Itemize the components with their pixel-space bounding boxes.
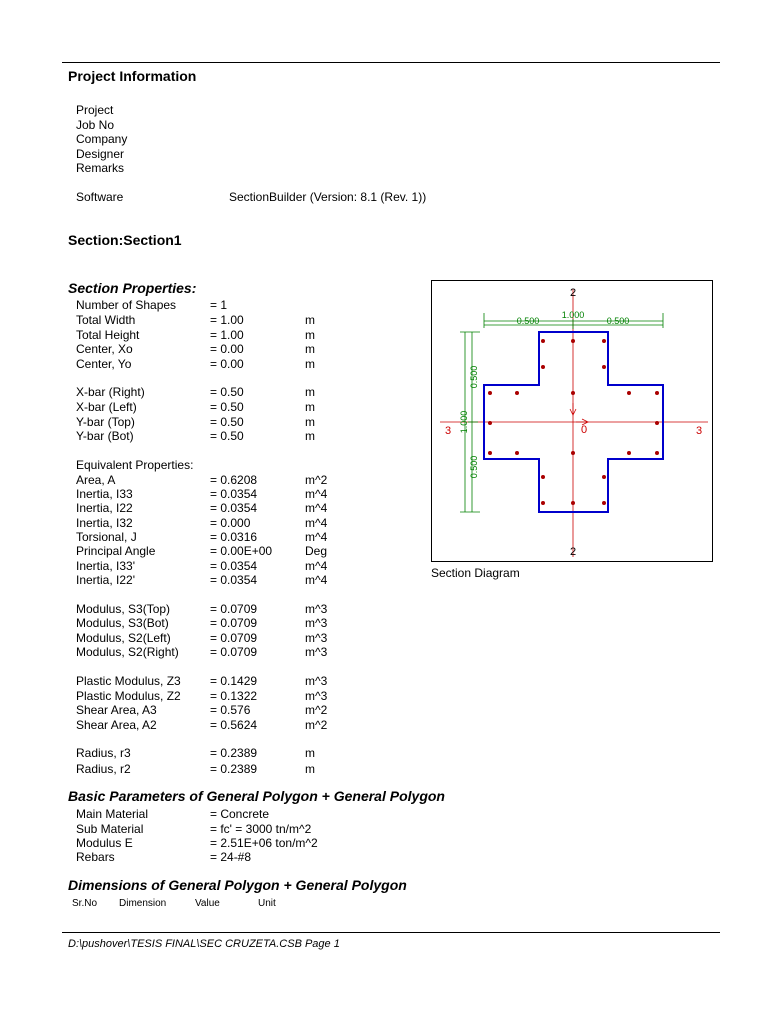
property-label: Inertia, I22	[76, 501, 133, 515]
rebar-dot	[541, 339, 545, 343]
dim-header-srno: Sr.No	[72, 898, 98, 909]
label-remarks: Remarks	[76, 161, 125, 175]
dim-top-height: 0.500	[469, 365, 479, 389]
rebar-dot	[571, 339, 575, 343]
property-value: = 0.50	[210, 415, 244, 429]
rebar-dot	[541, 365, 545, 369]
top-rule	[62, 62, 720, 63]
property-value: = 0.00	[210, 342, 244, 356]
property-unit: m	[305, 746, 315, 760]
center-arrow-down	[570, 403, 576, 415]
property-label: Shear Area, A3	[76, 703, 157, 717]
dim-bottom-height: 0.500	[469, 455, 479, 479]
property-unit: m^2	[305, 718, 328, 732]
project-info-title: Project Information	[68, 68, 197, 84]
rebar-dot	[602, 339, 606, 343]
property-label: Center, Yo	[76, 357, 132, 371]
property-unit: m^4	[305, 573, 328, 587]
property-label: Modulus, S2(Right)	[76, 645, 179, 659]
property-value: = 0.50	[210, 385, 244, 399]
property-value: = 0.0354	[210, 573, 258, 587]
basic-param-value: = 2.51E+06 ton/m^2	[210, 836, 318, 850]
property-value: = 0.1322	[210, 689, 258, 703]
rebar-dot	[541, 501, 545, 505]
footer-text: D:\pushover\TESIS FINAL\SEC CRUZETA.CSB Page 1	[68, 938, 340, 950]
rebar-dot	[488, 391, 492, 395]
footer-rule	[62, 932, 720, 933]
basic-params-title: Basic Parameters of General Polygon + General Polygon	[68, 788, 445, 804]
property-value: = 0.00	[210, 357, 244, 371]
rebar-dot	[541, 475, 545, 479]
property-value: = 1	[210, 298, 228, 312]
dim-left-width: 0.500	[516, 316, 540, 326]
property-unit: m	[305, 400, 315, 414]
label-project: Project	[76, 103, 114, 117]
basic-param-label: Sub Material	[76, 822, 144, 836]
rebar-dot	[627, 451, 631, 455]
section-diagram-caption: Section Diagram	[431, 566, 520, 580]
software-label: Software	[76, 190, 124, 204]
property-unit: m^2	[305, 473, 328, 487]
property-value: = 0.50	[210, 400, 244, 414]
property-value: = 0.0709	[210, 631, 258, 645]
rebar-dot	[515, 391, 519, 395]
property-label: Area, A	[76, 473, 116, 487]
property-label: Principal Angle	[76, 544, 156, 558]
property-unit: m	[305, 385, 315, 399]
property-label: Number of Shapes	[76, 298, 177, 312]
basic-param-value: = fc' = 3000 tn/m^2	[210, 822, 312, 836]
property-unit: m	[305, 313, 315, 327]
property-value: = 0.000	[210, 516, 251, 530]
property-label: Modulus, S3(Top)	[76, 602, 171, 616]
property-unit: m^4	[305, 559, 328, 573]
basic-param-label: Rebars	[76, 850, 115, 864]
property-value: = 0.6208	[210, 473, 258, 487]
property-value: = 0.2389	[210, 762, 258, 776]
rebar-dot	[602, 475, 606, 479]
property-unit: m^4	[305, 516, 328, 530]
property-label: Inertia, I33	[76, 487, 133, 501]
axis-3-right-label: 3	[695, 425, 703, 437]
rebar-dot	[571, 391, 575, 395]
property-label: Equivalent Properties:	[76, 458, 194, 472]
property-label: Y-bar (Bot)	[76, 429, 134, 443]
rebar-dot	[515, 451, 519, 455]
property-value: = 0.0316	[210, 530, 258, 544]
property-value: = 0.1429	[210, 674, 258, 688]
property-label: Inertia, I22'	[76, 573, 135, 587]
property-label: Torsional, J	[76, 530, 137, 544]
property-unit: m^4	[305, 530, 328, 544]
label-designer: Designer	[76, 146, 125, 161]
rebar-dot	[571, 501, 575, 505]
basic-param-value: = 24-#8	[210, 850, 252, 864]
property-unit: m	[305, 342, 315, 356]
property-unit: m	[305, 357, 315, 371]
axis-2-bottom-label: 2	[569, 546, 577, 558]
section-diagram-frame	[431, 280, 713, 562]
property-value: = 0.0354	[210, 559, 258, 573]
section-properties-title: Section Properties:	[68, 280, 197, 296]
basic-param-label: Modulus E	[76, 836, 133, 850]
dimensions-title: Dimensions of General Polygon + General Polygon	[68, 877, 407, 893]
property-label: Total Height	[76, 328, 140, 342]
property-value: = 0.2389	[210, 746, 258, 760]
property-unit: m^3	[305, 602, 328, 616]
property-label: Inertia, I33'	[76, 559, 135, 573]
property-label: Radius, r2	[76, 762, 131, 776]
dim-total-width: 1.000	[561, 310, 585, 320]
property-value: = 1.00	[210, 313, 244, 327]
property-unit: m^2	[305, 703, 328, 717]
property-unit: m	[305, 429, 315, 443]
dim-right-width: 0.500	[606, 316, 630, 326]
property-label: Total Width	[76, 313, 136, 327]
property-unit: m^4	[305, 501, 328, 515]
property-value: = 0.50	[210, 429, 244, 443]
property-label: Shear Area, A2	[76, 718, 157, 732]
property-value: = 0.00E+00	[210, 544, 273, 558]
property-label: X-bar (Right)	[76, 385, 145, 399]
dim-header-dimension: Dimension	[119, 898, 167, 909]
rebar-dot	[488, 421, 492, 425]
property-label: Radius, r3	[76, 746, 131, 760]
property-unit: m	[305, 415, 315, 429]
property-unit: m^3	[305, 645, 328, 659]
rebar-dot	[655, 421, 659, 425]
property-label: Y-bar (Top)	[76, 415, 135, 429]
property-unit: m	[305, 762, 315, 776]
dim-header-value: Value	[195, 898, 220, 909]
label-company: Company	[76, 132, 128, 146]
property-unit: m^3	[305, 689, 328, 703]
section-diagram	[432, 281, 712, 561]
rebar-dot	[602, 365, 606, 369]
section-title: Section:Section1	[68, 232, 182, 248]
property-unit: Deg	[305, 544, 328, 558]
project-info-labels	[76, 103, 127, 176]
property-unit: m	[305, 328, 315, 342]
rebar-dot	[655, 391, 659, 395]
property-value: = 0.576	[210, 703, 251, 717]
property-value: = 0.5624	[210, 718, 258, 732]
property-label: Modulus, S2(Left)	[76, 631, 171, 645]
origin-label: 0	[580, 424, 588, 436]
dim-total-height: 1.000	[459, 410, 469, 434]
software-value: SectionBuilder (Version: 8.1 (Rev. 1))	[229, 190, 427, 204]
axis-3-left-label: 3	[444, 425, 452, 437]
rebar-dot	[571, 451, 575, 455]
rebar-dot	[627, 391, 631, 395]
property-label: Plastic Modulus, Z3	[76, 674, 181, 688]
dim-header-unit: Unit	[258, 898, 276, 909]
rebar-dot	[488, 451, 492, 455]
property-value: = 1.00	[210, 328, 244, 342]
property-label: Plastic Modulus, Z2	[76, 689, 181, 703]
property-unit: m^4	[305, 487, 328, 501]
rebar-dot	[655, 451, 659, 455]
label-job-no: Job No	[76, 117, 115, 132]
property-unit: m^3	[305, 616, 328, 630]
basic-param-label: Main Material	[76, 807, 149, 821]
property-value: = 0.0354	[210, 501, 258, 515]
property-label: Inertia, I32	[76, 516, 133, 530]
property-label: X-bar (Left)	[76, 400, 137, 414]
property-value: = 0.0709	[210, 602, 258, 616]
property-value: = 0.0354	[210, 487, 258, 501]
property-unit: m^3	[305, 631, 328, 645]
axis-2-top-label: 2	[569, 287, 577, 299]
property-value: = 0.0709	[210, 645, 258, 659]
basic-param-value: = Concrete	[210, 807, 270, 821]
property-value: = 0.0709	[210, 616, 258, 630]
property-label: Modulus, S3(Bot)	[76, 616, 169, 630]
property-unit: m^3	[305, 674, 328, 688]
rebar-dot	[602, 501, 606, 505]
property-label: Center, Xo	[76, 342, 133, 356]
